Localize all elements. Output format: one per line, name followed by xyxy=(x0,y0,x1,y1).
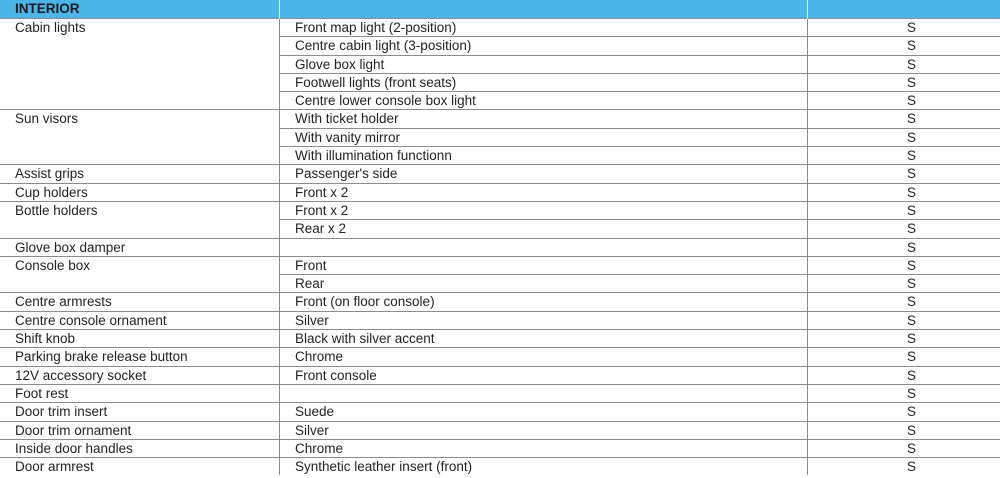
table-row xyxy=(0,37,1000,55)
feature-cell: Glove box damper xyxy=(0,238,280,256)
table-row xyxy=(0,311,1000,329)
option-cell: Front xyxy=(280,256,808,274)
option-cell: Centre cabin light (3-position) xyxy=(280,37,808,55)
feature-cell: Door trim ornament xyxy=(0,421,280,439)
status-cell: S xyxy=(808,19,1000,37)
feature-cell: Cup holders xyxy=(0,183,280,201)
status-cell: S xyxy=(808,238,1000,256)
option-cell: Front console xyxy=(280,366,808,384)
section-title: INTERIOR xyxy=(0,0,280,19)
feature-cell xyxy=(0,147,280,165)
feature-cell: 12V accessory socket xyxy=(0,366,280,384)
status-cell: S xyxy=(808,165,1000,183)
option-cell: Front x 2 xyxy=(280,201,808,219)
table-row xyxy=(0,19,1000,37)
option-cell: Front map light (2-position) xyxy=(280,19,808,37)
feature-cell xyxy=(0,128,280,146)
feature-cell: Inside door handles xyxy=(0,439,280,457)
status-cell: S xyxy=(808,220,1000,238)
table-row xyxy=(0,421,1000,439)
feature-cell xyxy=(0,275,280,293)
feature-cell xyxy=(0,55,280,73)
status-cell: S xyxy=(808,92,1000,110)
status-cell: S xyxy=(808,366,1000,384)
status-cell: S xyxy=(808,256,1000,274)
status-cell: S xyxy=(808,330,1000,348)
option-cell: Synthetic leather insert (front) xyxy=(280,458,808,476)
feature-cell: Foot rest xyxy=(0,384,280,402)
option-cell: With illumination functionn xyxy=(280,147,808,165)
option-cell: Black with silver accent xyxy=(280,330,808,348)
feature-cell: Shift knob xyxy=(0,330,280,348)
option-cell: Footwell lights (front seats) xyxy=(280,73,808,91)
status-cell: S xyxy=(808,201,1000,219)
table-row xyxy=(0,165,1000,183)
feature-cell: Cabin lights xyxy=(0,19,280,37)
option-cell xyxy=(280,384,808,402)
feature-cell: Door trim insert xyxy=(0,403,280,421)
status-cell: S xyxy=(808,293,1000,311)
option-cell: With vanity mirror xyxy=(280,128,808,146)
section-header-row xyxy=(0,0,1000,19)
table-row xyxy=(0,256,1000,274)
table-row xyxy=(0,92,1000,110)
table-row xyxy=(0,366,1000,384)
table-row xyxy=(0,458,1000,476)
option-cell: Front x 2 xyxy=(280,183,808,201)
option-cell: Front (on floor console) xyxy=(280,293,808,311)
status-cell: S xyxy=(808,110,1000,128)
table-row xyxy=(0,128,1000,146)
status-cell: S xyxy=(808,458,1000,476)
feature-cell: Bottle holders xyxy=(0,201,280,219)
table-row xyxy=(0,403,1000,421)
status-cell: S xyxy=(808,37,1000,55)
feature-cell: Assist grips xyxy=(0,165,280,183)
option-cell: Passenger's side xyxy=(280,165,808,183)
feature-cell xyxy=(0,37,280,55)
table-row xyxy=(0,439,1000,457)
section-col2 xyxy=(280,0,808,19)
table-row xyxy=(0,73,1000,91)
table-row xyxy=(0,384,1000,402)
status-cell: S xyxy=(808,55,1000,73)
feature-cell: Door armrest xyxy=(0,458,280,476)
option-cell: Rear x 2 xyxy=(280,220,808,238)
table-row xyxy=(0,293,1000,311)
table-row xyxy=(0,201,1000,219)
feature-cell: Console box xyxy=(0,256,280,274)
status-cell: S xyxy=(808,311,1000,329)
status-cell: S xyxy=(808,384,1000,402)
table-row xyxy=(0,110,1000,128)
table-row xyxy=(0,147,1000,165)
option-cell: Glove box light xyxy=(280,55,808,73)
feature-cell xyxy=(0,73,280,91)
table-row xyxy=(0,330,1000,348)
status-cell: S xyxy=(808,439,1000,457)
status-cell: S xyxy=(808,183,1000,201)
status-cell: S xyxy=(808,421,1000,439)
section-col3 xyxy=(808,0,1000,19)
option-cell: Chrome xyxy=(280,439,808,457)
table-row xyxy=(0,275,1000,293)
status-cell: S xyxy=(808,128,1000,146)
option-cell: Chrome xyxy=(280,348,808,366)
feature-cell: Centre console ornament xyxy=(0,311,280,329)
feature-cell: Centre armrests xyxy=(0,293,280,311)
status-cell: S xyxy=(808,147,1000,165)
table-row xyxy=(0,55,1000,73)
table-row xyxy=(0,238,1000,256)
status-cell: S xyxy=(808,348,1000,366)
option-cell: Suede xyxy=(280,403,808,421)
feature-cell: Parking brake release button xyxy=(0,348,280,366)
status-cell: S xyxy=(808,403,1000,421)
feature-cell xyxy=(0,220,280,238)
option-cell: Centre lower console box light xyxy=(280,92,808,110)
feature-cell xyxy=(0,92,280,110)
option-cell xyxy=(280,238,808,256)
table-row xyxy=(0,183,1000,201)
feature-cell: Sun visors xyxy=(0,110,280,128)
option-cell: Rear xyxy=(280,275,808,293)
status-cell: S xyxy=(808,73,1000,91)
table-row xyxy=(0,220,1000,238)
option-cell: Silver xyxy=(280,311,808,329)
option-cell: Silver xyxy=(280,421,808,439)
status-cell: S xyxy=(808,275,1000,293)
option-cell: With ticket holder xyxy=(280,110,808,128)
table-row xyxy=(0,348,1000,366)
